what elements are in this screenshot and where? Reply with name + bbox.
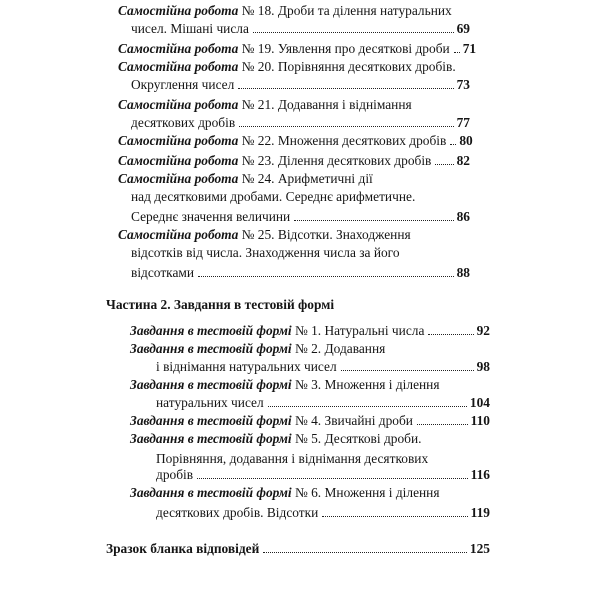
- sr-number: № 23.: [241, 153, 275, 168]
- test-entry-line: [156, 466, 490, 484]
- page-number: 80: [459, 133, 473, 148]
- sr-title: чисел. Мішані числа: [131, 21, 249, 36]
- sr-entry-line: [118, 226, 411, 244]
- dot-leader: [454, 52, 460, 53]
- sr-entry-line: [131, 188, 415, 206]
- dot-leader: [197, 478, 468, 479]
- sr-number: № 18.: [241, 3, 275, 18]
- test-number: № 6.: [294, 485, 322, 500]
- test-title: Порівняння, додавання і віднімання десяткових: [156, 451, 429, 466]
- test-entry-line: [130, 340, 385, 358]
- sr-title: відсотків від числа. Знаходження числа за його: [131, 245, 400, 260]
- sr-label: Самостійна робота: [118, 97, 239, 112]
- sr-title: Середнє значення величини: [131, 209, 291, 224]
- page-number: 77: [456, 115, 470, 130]
- test-label: Завдання в тестовій формі: [130, 431, 292, 446]
- sr-number: № 19.: [241, 41, 275, 56]
- sr-title: Відсотки. Знаходження: [277, 227, 411, 242]
- dot-leader: [322, 516, 467, 517]
- test-number: № 3.: [294, 377, 322, 392]
- dot-leader: [268, 406, 467, 407]
- page-number: 98: [476, 359, 490, 374]
- dot-leader: [435, 164, 453, 165]
- test-label: Завдання в тестовій формі: [130, 341, 292, 356]
- sr-title: відсотками: [131, 265, 195, 280]
- dot-leader: [294, 220, 453, 221]
- test-entry-line: [130, 322, 490, 340]
- page-number: 104: [469, 395, 490, 410]
- sr-number: № 20.: [241, 59, 275, 74]
- page-number: 125: [469, 541, 490, 556]
- sr-entry-line: [118, 96, 412, 114]
- page-number: 116: [470, 467, 490, 482]
- sr-entry-line: [131, 208, 470, 226]
- sr-title: Арифметичні дії: [277, 171, 373, 186]
- test-number: № 4.: [294, 413, 322, 428]
- page-number: 73: [456, 77, 470, 92]
- test-entry-line: [130, 484, 440, 502]
- test-title: Додавання: [324, 341, 386, 356]
- sr-entry-line: [118, 2, 452, 20]
- test-title: Звичайні дроби: [324, 413, 413, 428]
- test-number: № 2.: [294, 341, 322, 356]
- test-entry-line: [156, 358, 490, 376]
- sr-entry-line: [118, 170, 373, 188]
- sr-entry-line: [131, 114, 470, 132]
- test-label: Завдання в тестовій формі: [130, 323, 292, 338]
- sr-label: Самостійна робота: [118, 133, 239, 148]
- test-label: Завдання в тестовій формі: [130, 485, 292, 500]
- sr-title: десяткових дробів: [131, 115, 236, 130]
- sr-title: Уявлення про десяткові дроби: [277, 41, 450, 56]
- test-title: натуральних чисел: [156, 395, 264, 410]
- sr-title: Дроби та ділення натуральних: [277, 3, 452, 18]
- page-number: 110: [470, 413, 490, 428]
- sr-number: № 25.: [241, 227, 275, 242]
- part2-heading: Частина 2. Завдання в тестовій формі: [106, 297, 335, 312]
- page-number: 86: [456, 209, 470, 224]
- answer-sheet-entry: [106, 540, 490, 558]
- sr-entry-line: [131, 264, 470, 282]
- dot-leader: [198, 276, 454, 277]
- dot-leader: [238, 88, 453, 89]
- test-title: десяткових дробів. Відсотки: [156, 505, 319, 520]
- test-title: Десяткові дроби.: [324, 431, 422, 446]
- test-title: Множення і ділення: [324, 485, 440, 500]
- sr-entry-line: [118, 152, 470, 170]
- sr-label: Самостійна робота: [118, 227, 239, 242]
- answer-sheet-title: Зразок бланка відповідей: [106, 541, 260, 556]
- sr-entry-line: [131, 20, 470, 38]
- test-title: дробів: [156, 467, 194, 482]
- dot-leader: [428, 334, 473, 335]
- sr-title: Ділення десяткових дробів: [277, 153, 432, 168]
- sr-number: № 24.: [241, 171, 275, 186]
- sr-label: Самостійна робота: [118, 171, 239, 186]
- dot-leader: [239, 126, 453, 127]
- test-title: і віднімання натуральних чисел: [156, 359, 337, 374]
- test-entry-line: [130, 430, 421, 448]
- dot-leader: [450, 144, 456, 145]
- sr-title: над десятковими дробами. Середнє арифметичне.: [131, 189, 416, 204]
- dot-leader: [417, 424, 468, 425]
- sr-title: Множення десяткових дробів: [277, 133, 447, 148]
- sr-title: Додавання і віднімання: [277, 97, 412, 112]
- test-label: Завдання в тестовій формі: [130, 413, 292, 428]
- dot-leader: [253, 32, 454, 33]
- dot-leader: [341, 370, 474, 371]
- page-number: 119: [470, 505, 490, 520]
- page-number: 71: [462, 41, 477, 56]
- dot-leader: [263, 552, 467, 553]
- sr-entry-line: [118, 132, 473, 150]
- test-title: Натуральні числа: [324, 323, 425, 338]
- test-number: № 5.: [294, 431, 322, 446]
- test-entry-line: [156, 504, 490, 522]
- page-number: 88: [456, 265, 470, 280]
- sr-entry-line: [118, 58, 456, 76]
- sr-entry-line: [131, 244, 400, 262]
- sr-number: № 21.: [241, 97, 275, 112]
- test-entry-line: [130, 412, 490, 430]
- sr-title: Порівняння десяткових дробів.: [277, 59, 456, 74]
- sr-entry-line: [131, 76, 470, 94]
- sr-label: Самостійна робота: [118, 59, 239, 74]
- test-entry-line: [130, 376, 440, 394]
- sr-label: Самостійна робота: [118, 41, 239, 56]
- test-label: Завдання в тестовій формі: [130, 377, 292, 392]
- page-number: 82: [456, 153, 470, 168]
- sr-entry-line: [118, 40, 477, 58]
- test-title: Множення і ділення: [324, 377, 440, 392]
- test-number: № 1.: [294, 323, 322, 338]
- page-number: 69: [456, 21, 470, 36]
- sr-label: Самостійна робота: [118, 3, 239, 18]
- sr-number: № 22.: [241, 133, 275, 148]
- page-number: 92: [476, 323, 490, 338]
- sr-title: Округлення чисел: [131, 77, 235, 92]
- test-entry-line: [156, 394, 490, 412]
- sr-label: Самостійна робота: [118, 153, 239, 168]
